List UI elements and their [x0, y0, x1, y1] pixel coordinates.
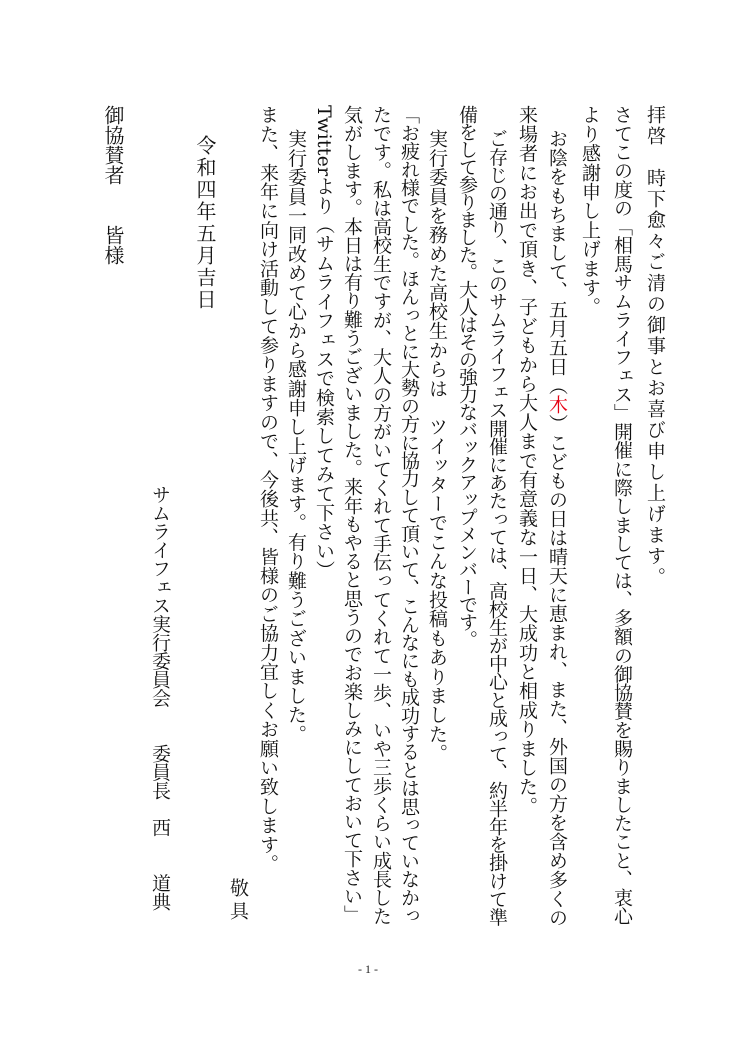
- signature-line: サムライフェス実行委員会 委員長 西 道典: [149, 485, 171, 911]
- addressee-line: 御協賛者 皆様: [101, 105, 125, 265]
- quote-source-line: Twitterより（サムライフェスで検索してみて下さい）: [313, 105, 335, 580]
- quote-line-2: たです。私は高校生ですが、大人の方がいてくれて手伝ってくれて一歩、いや三歩くらい成長した: [370, 105, 392, 926]
- body-line-7: 備をして参りました。大人はその強力なバックアップメンバーです。: [456, 105, 478, 648]
- body-line-14: また、来年に向け活動して参りますので、今後共、皆様のご協力宜しくお願い致します。: [257, 105, 279, 873]
- body-line-4: [545, 129, 569, 927]
- quote-line-3: 気がします。本日は有り難うございました。来年もやると思うのでお楽しみにしておいて下さい」: [341, 105, 363, 924]
- date-line: 令和四年五月吉日: [193, 135, 217, 311]
- greeting-line: 拝啓 時下愈々ご清の御事とお喜び申し上げます。: [644, 105, 666, 588]
- body-line-2: さてこの度の「相馬サムライフェス」開催に際しましては、多額の御協賛を賜りましたこと、衷心: [611, 105, 633, 926]
- body-line-8: 実行委員を務めた高校生からは ツイッターでこんな投稿もありました。: [426, 129, 448, 763]
- weekday-highlight: 木: [546, 395, 568, 414]
- closing-text: 敬具: [227, 878, 249, 924]
- body-line-5: 来場者にお出で頂き、子どもから大人まで有意義な一日、大成功と相成りました。: [516, 105, 538, 816]
- quote-line-1: 「お疲れ様でした。ほんっとに大勢の方に協力して頂いて、こんなにも成功するとは思っていなかっ: [398, 105, 420, 925]
- body-line-13: 実行委員一同改めて心から感謝申し上げます。有り難うございました。: [285, 129, 307, 744]
- body-line-4-after: ）こどもの日は晴天に恵まれ、また、外国の方を含め多くの: [546, 414, 568, 927]
- body-line-4-before: お陰をもちまして、五月五日（: [546, 129, 568, 395]
- page-number: - 1 -: [358, 962, 378, 976]
- body-line-6: ご存じの通り、このサムライフェス開催にあたっては、高校生が中心と成って、約半年を掛けて準: [486, 129, 508, 926]
- body-line-3: より感謝申し上げます。: [579, 105, 601, 317]
